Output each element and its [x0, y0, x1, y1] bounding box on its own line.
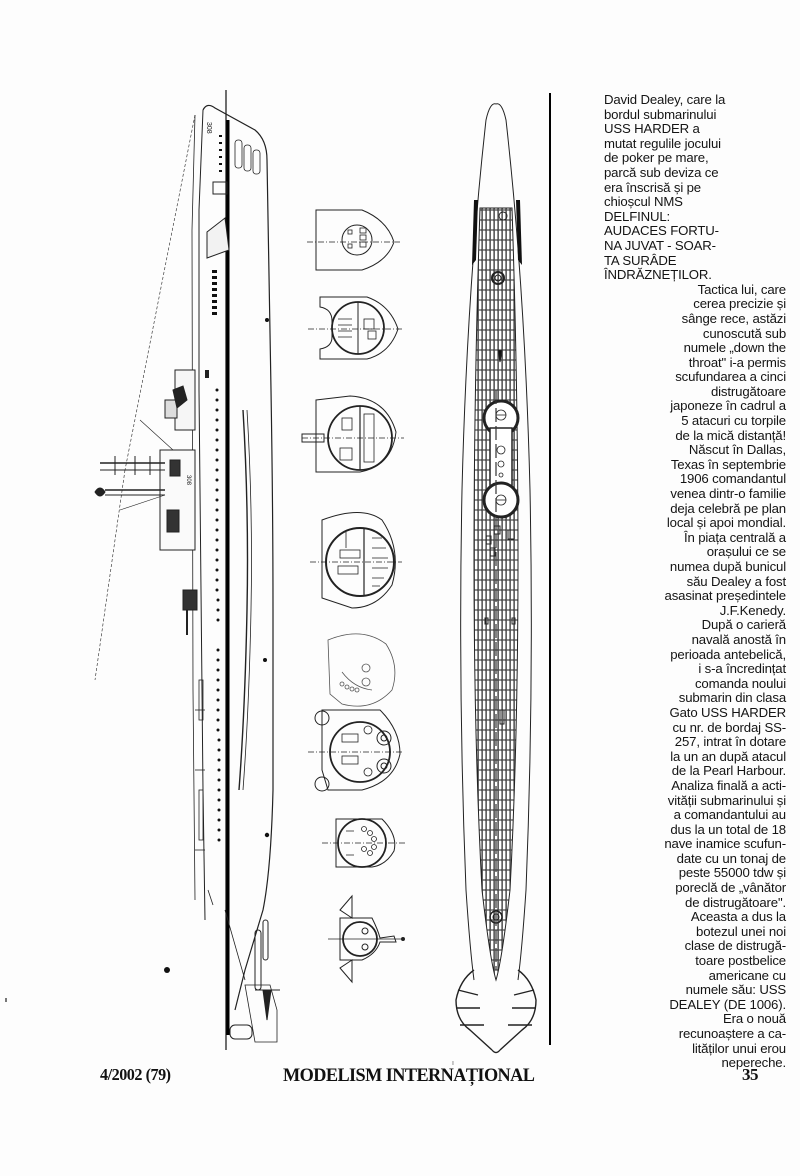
cross-section-6 — [308, 710, 402, 791]
cross-sections-column — [302, 200, 412, 980]
cross-section-8 — [328, 896, 405, 982]
issue-number: 4/2002 (79) — [100, 1065, 171, 1084]
cross-section-7 — [322, 819, 406, 867]
svg-text:308: 308 — [205, 122, 212, 134]
scan-speck — [5, 998, 7, 1002]
submarine-deck-plan-drawing — [430, 90, 560, 1067]
cross-section-2 — [308, 297, 402, 359]
page-footer — [0, 1065, 800, 1087]
cross-section-4 — [310, 513, 402, 609]
cross-section-1 — [307, 210, 400, 270]
cross-section-5 — [328, 634, 395, 706]
cross-section-3 — [302, 396, 404, 472]
page-number: 35 — [742, 1065, 758, 1084]
article-intro: David Dealey, care la bordul submarinului USS HARDER a mutat regulile jocului de poker pe mare, parcă sub deviza ce era înscrisă și pe chioșcul NMS DELFINUL: — [604, 92, 726, 224]
article-text-column — [604, 93, 786, 1071]
svg-text:ı: ı — [452, 1060, 454, 1067]
article-body: Tactica lui, care cerea precizie și sânge rece, astăzi cunoscută sub numele „down the throat" i-a permis scufundarea a cinci distrugătoare japoneze în cadrul a 5 atacuri cu torpile de la mică distanță! Născut în Dallas, Texas în septembrie 1906 comandantul venea dintr-o familie deja celebră pe plan local și apoi mondial. În piața centrală a orașului ce se numea după bunicul său Dealey a fost asasinat președintele J.F.Kenedy. După o carieră navală anostă în perioada antebelică, i s-a încredințat comanda noului submarin din clasa Gato USS HARDER cu nr. de bordaj SS- 257, intrat în dotare la un an după atacul de la Pearl Harbour. Analiza finală a acti- vității submarinului și a comandantului au dus la un total de 18 nave inamice scufun- date cu un tonaj de peste 55000 tdw și poreclă de „vânător de distrugătoare". Aceasta a dus la botezul unei noi clase de distrugă- toare postbelice americane cu numele său: USS DEALEY (DE 1006). Era o nouă recunoaștere a ca- lităților unui erou nepereche. — [664, 281, 786, 1071]
magazine-title: MODELISM INTERNAȚIONAL — [283, 1065, 535, 1086]
article-motto: AUDACES FORTU- NA JUVAT - SOAR- TA SURÂDE ÎNDRĂZNEȚILOR. — [604, 223, 719, 283]
submarine-side-profile-drawing — [95, 90, 325, 1050]
svg-text:308: 308 — [185, 475, 191, 486]
